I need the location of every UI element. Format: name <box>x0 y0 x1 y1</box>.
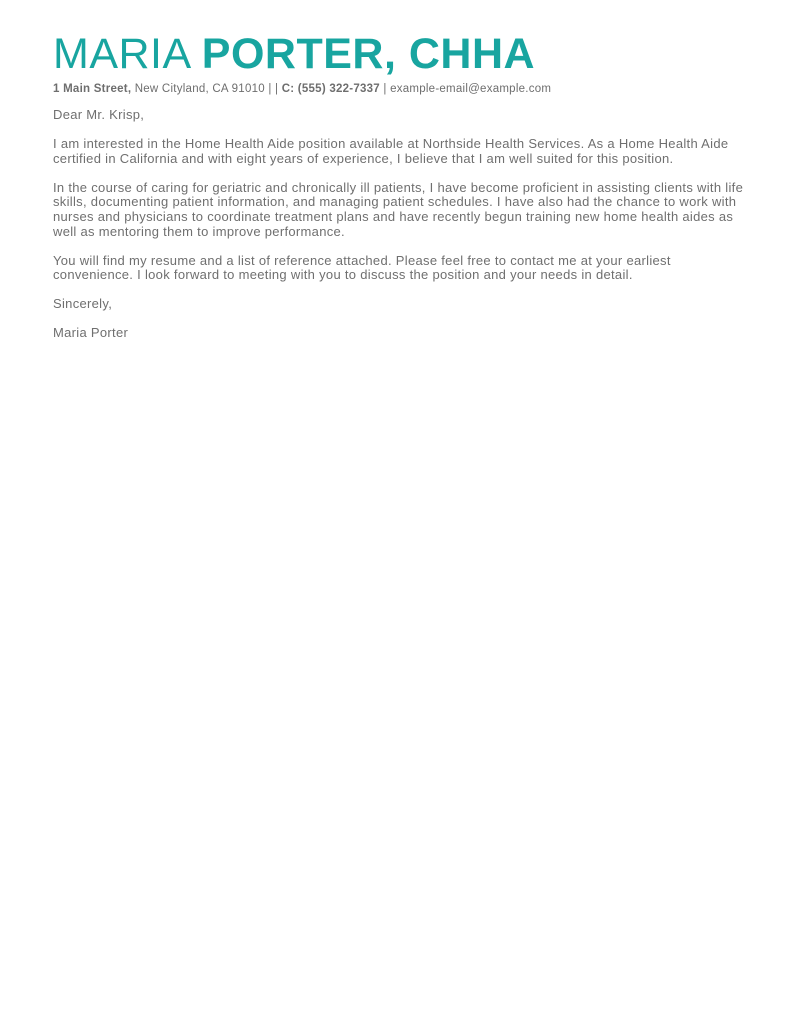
applicant-last-name-credential: PORTER, CHHA <box>201 30 536 78</box>
signature-name: Maria Porter <box>53 325 129 341</box>
applicant-name <box>53 30 750 78</box>
contact-line <box>53 82 750 96</box>
body-paragraph-3: You will find my resume and a list of reference attached. Please feel free to contact me at your earliest convenience. I look forward to meeting with you to discuss the position and your needs in detail. <box>53 252 671 283</box>
body-paragraph-2: In the course of caring for geriatric and chronically ill patients, I have become proficient in assisting clients with life skills, documenting patient information, and managing patient schedules. I have also had the chance to work with nurses and physicians to coordinate treatment plans and have recently begun training new home health aides as well as mentoring them to improve performance. <box>53 179 744 239</box>
applicant-first-name: MARIA <box>53 30 190 78</box>
contact-email: example-email@example.com <box>390 83 552 95</box>
contact-street: 1 Main Street, <box>53 83 132 95</box>
closing: Sincerely, <box>53 296 113 312</box>
contact-separator: | <box>383 83 387 95</box>
body-paragraph-1: I am interested in the Home Health Aide position available at Northside Health Services. As a Home Health Aide certified in California and with eight years of experience, I believe that I am well suited for this position. <box>53 136 729 166</box>
contact-city-state-zip: New Cityland, CA 91010 <box>134 83 265 95</box>
contact-phone: C: (555) 322-7337 <box>281 83 380 95</box>
letter-body <box>53 108 745 341</box>
salutation: Dear Mr. Krisp, <box>53 107 145 122</box>
contact-separator-double: | | <box>268 83 279 95</box>
